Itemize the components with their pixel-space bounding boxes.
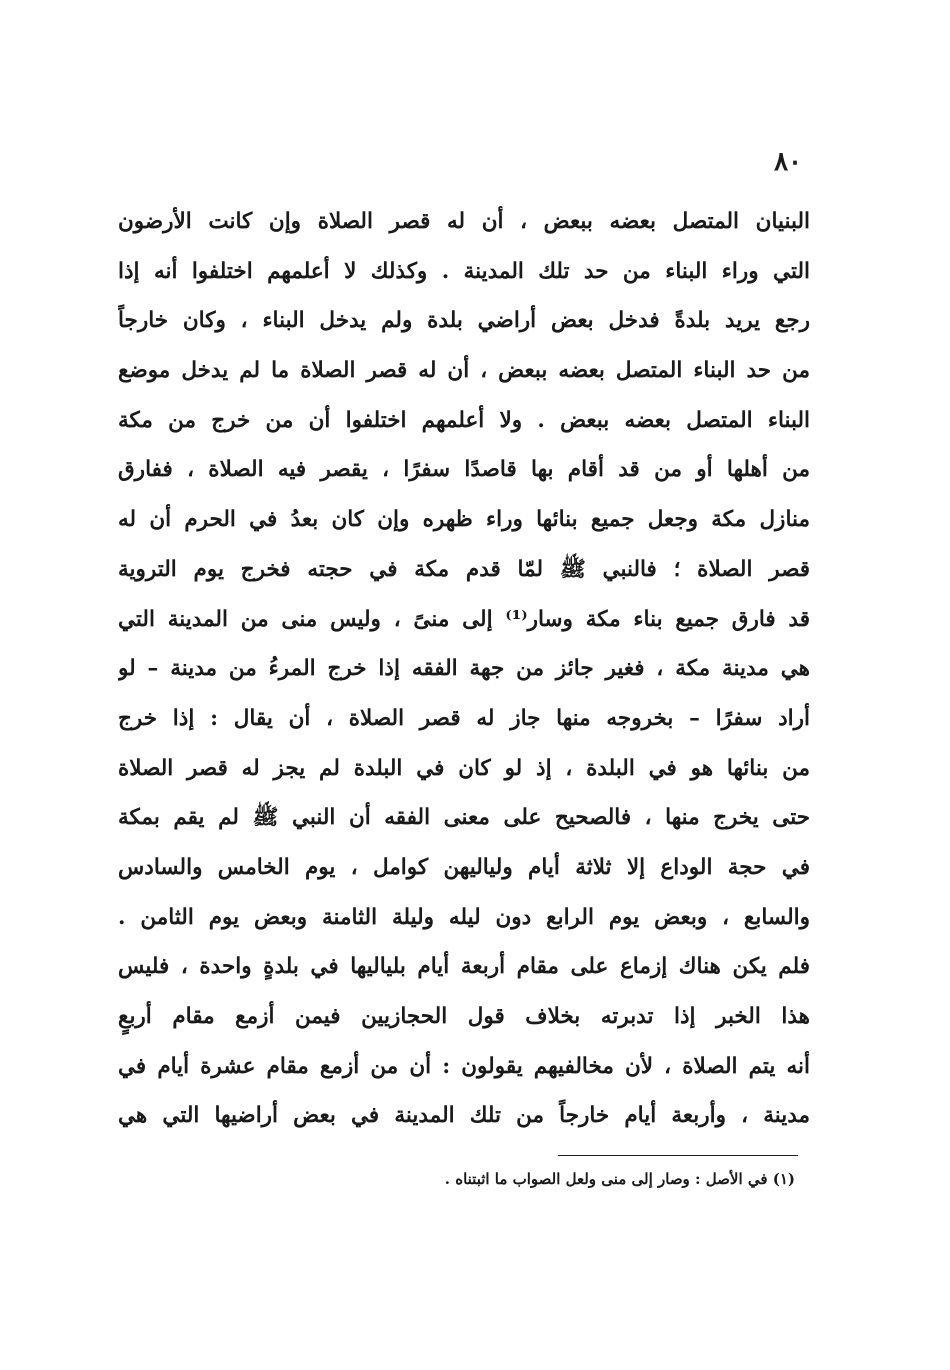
text-line: من حد البناء المتصل بعضه ببعض ، أن له قصر الصلاة ما لم يدخل موضع [118,358,810,384]
text-line: هذا الخبر إذا تدبرته بخلاف قول الحجازيين فيمن أزمع مقام أربعٍ [118,1004,810,1029]
text-line: أنه يتم الصلاة ، لأن مخالفيهم يقولون : أن من أزمع مقام عشرة أيام في [118,1053,810,1079]
text-line: التي وراء البناء من حد تلك المدينة . وكذلك لا أعلمهم اختلفوا أنه إذا [118,258,810,284]
text-line: قصر الصلاة ؛ فالنبي ﷺ لمّا قدم مكة في حجته فخرج يوم التروية [118,556,810,582]
text-line: أراد سفرًا – بخروجه منها جاز له قصر الصلاة ، أن يقال : إذا خرج [118,705,810,731]
footnote-divider [558,1155,798,1156]
text-line: هي مدينة مكة ، فغير جائز من جهة الفقه إذا خرج المرءُ من مدينة – لو [118,656,810,682]
text-line: فلم يكن هناك إزماع على مقام أربعة أيام بلياليها في بلدةٍ واحدة ، فليس [118,954,810,980]
text-line: منازل مكة وجعل جميع بنائها وراء ظهره وإن كان بعدُ في الحرم أن له [118,507,810,533]
text-line: رجع يريد بلدةً فدخل بعض أراضي بلدة ولم يدخل البناء ، وكان خارجاً [118,308,810,334]
text-line: البناء المتصل بعضه ببعض . ولا أعلمهم اختلفوا أن من خرج من مكة [118,407,810,433]
text-line: في حجة الوداع إلا ثلاثة أيام ولياليهن كوامل ، يوم الخامس والسادس [118,854,810,880]
text-line: مدينة ، وأربعة أيام خارجاً من تلك المدينة في بعض أراضيها التي هي [118,1103,810,1129]
text-line: من بنائها هو في البلدة ، إذ لو كان في البلدة لم يجز له قصر الصلاة [118,755,810,781]
text-line: والسابع ، وبعض يوم الرابع دون ليله وليلة الثامنة وبعض يوم الثامن . [118,904,810,930]
text-line: من أهلها أو من قد أقام بها قاصدًا سفرًا ، يقصر فيه الصلاة ، ففارق [118,457,810,483]
footnote: (١) في الأصل : وصار إلى منى ولعل الصواب ما اثبتناه . [444,1170,795,1188]
text-line: قد فارق جميع بناء مكة وسار⁽¹⁾ إلى منىً ، وليس منى من المدينة التي [118,606,810,632]
text-line: البنيان المتصل بعضه ببعض ، أن له قصر الصلاة وإن كانت الأرضون [118,209,810,234]
text-line: حتى يخرج منها ، فالصحيح على معنى الفقه أن النبي ﷺ لم يقم بمكة [118,805,810,831]
page-number: ٨٠ [774,147,802,177]
body-text [118,197,810,1141]
